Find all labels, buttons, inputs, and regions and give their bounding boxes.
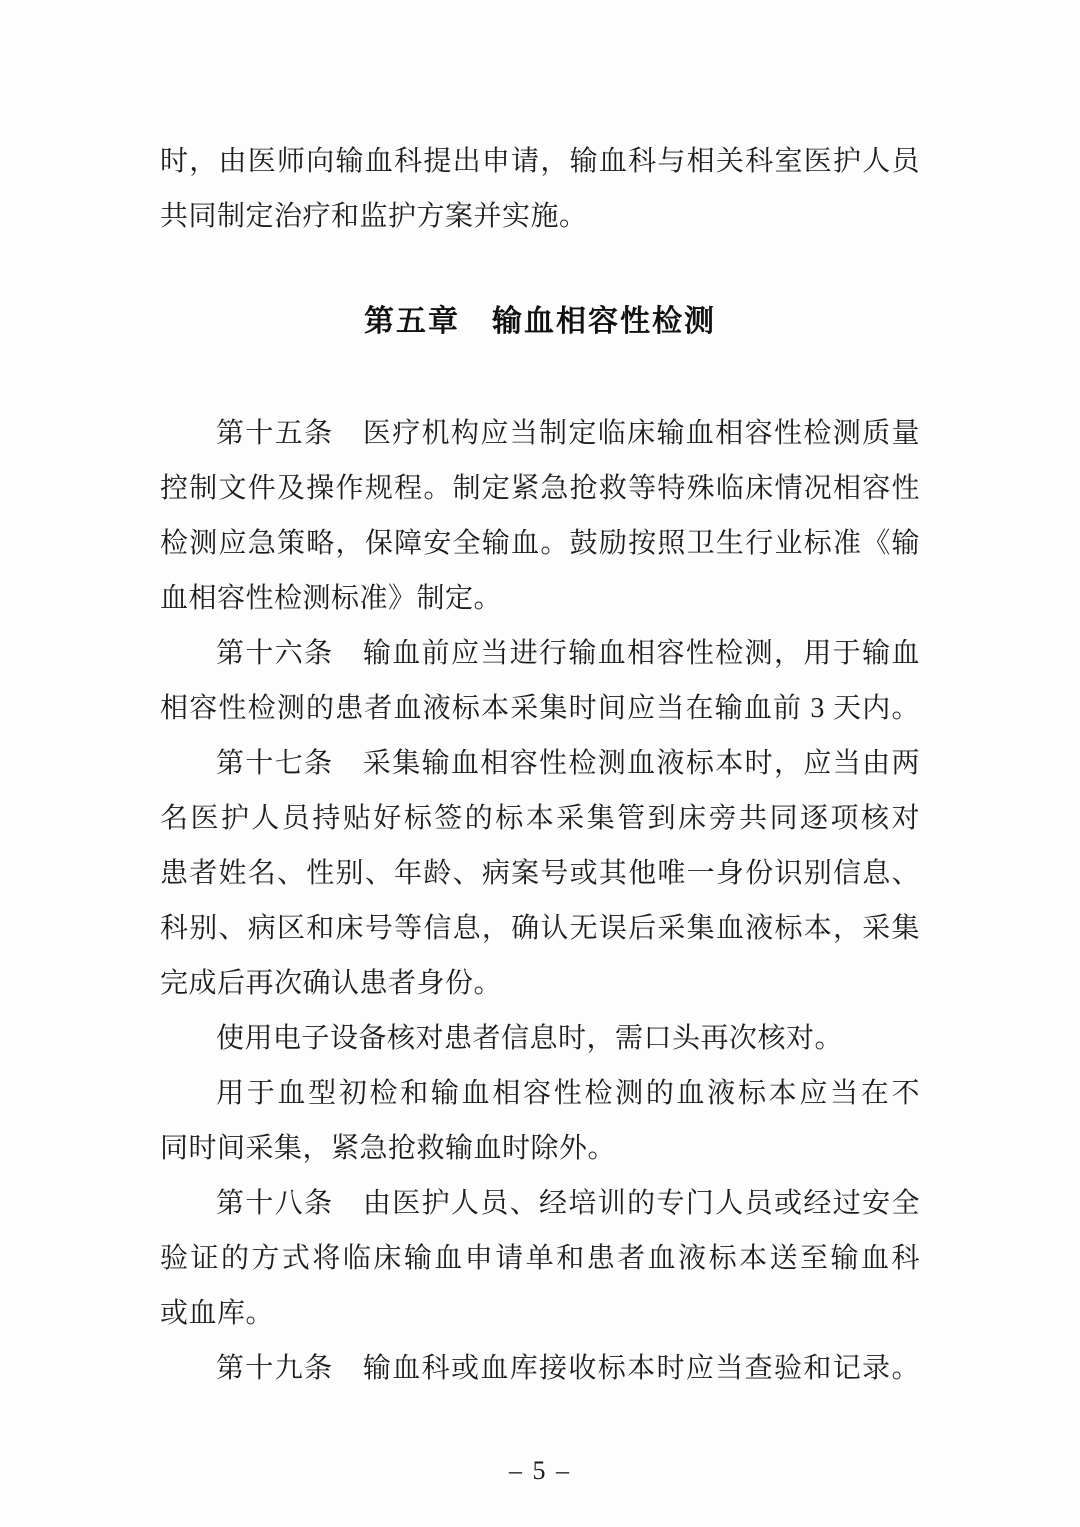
body-line: 第十五条 医疗机构应当制定临床输血相容性检测质量 bbox=[216, 418, 920, 449]
body-line: 第十七条 采集输血相容性检测血液标本时，应当由两 bbox=[216, 748, 920, 779]
body-line: 验证的方式将临床输血申请单和患者血液标本送至输血科 bbox=[160, 1243, 920, 1274]
body-line: 用于血型初检和输血相容性检测的血液标本应当在不 bbox=[216, 1078, 920, 1109]
body-line: 第十九条 输血科或血库接收标本时应当查验和记录。 bbox=[216, 1353, 920, 1384]
body-line: 控制文件及操作规程。制定紧急抢救等特殊临床情况相容性 bbox=[160, 473, 920, 504]
body-line: 或血库。 bbox=[160, 1298, 275, 1329]
body-line: 第十八条 由医护人员、经培训的专门人员或经过安全 bbox=[216, 1188, 920, 1219]
body-line: 患者姓名、性别、年龄、病案号或其他唯一身份识别信息、 bbox=[160, 858, 920, 889]
body-line: 检测应急策略，保障安全输血。鼓励按照卫生行业标准《输 bbox=[160, 528, 920, 559]
body-line: 完成后再次确认患者身份。 bbox=[160, 968, 503, 999]
body-line: 相容性检测的患者血液标本采集时间应当在输血前 3 天内。 bbox=[160, 693, 920, 724]
text-block bbox=[160, 134, 920, 1396]
body-line: 共同制定治疗和监护方案并实施。 bbox=[160, 201, 588, 232]
body-line: 名医护人员持贴好标签的标本采集管到床旁共同逐项核对 bbox=[160, 803, 920, 834]
body-line: 使用电子设备核对患者信息时，需口头再次核对。 bbox=[216, 1023, 844, 1054]
body-line: 时，由医师向输血科提出申请，输血科与相关科室医护人员 bbox=[160, 146, 920, 177]
body-line: 血相容性检测标准》制定。 bbox=[160, 583, 503, 614]
chapter-heading: 第五章 输血相容性检测 bbox=[364, 305, 716, 338]
body-line: 科别、病区和床号等信息，确认无误后采集血液标本，采集 bbox=[160, 913, 920, 944]
page-number: – 5 – bbox=[509, 1456, 571, 1485]
body-line: 同时间采集，紧急抢救输血时除外。 bbox=[160, 1133, 617, 1164]
body-line: 第十六条 输血前应当进行输血相容性检测，用于输血 bbox=[216, 638, 920, 669]
